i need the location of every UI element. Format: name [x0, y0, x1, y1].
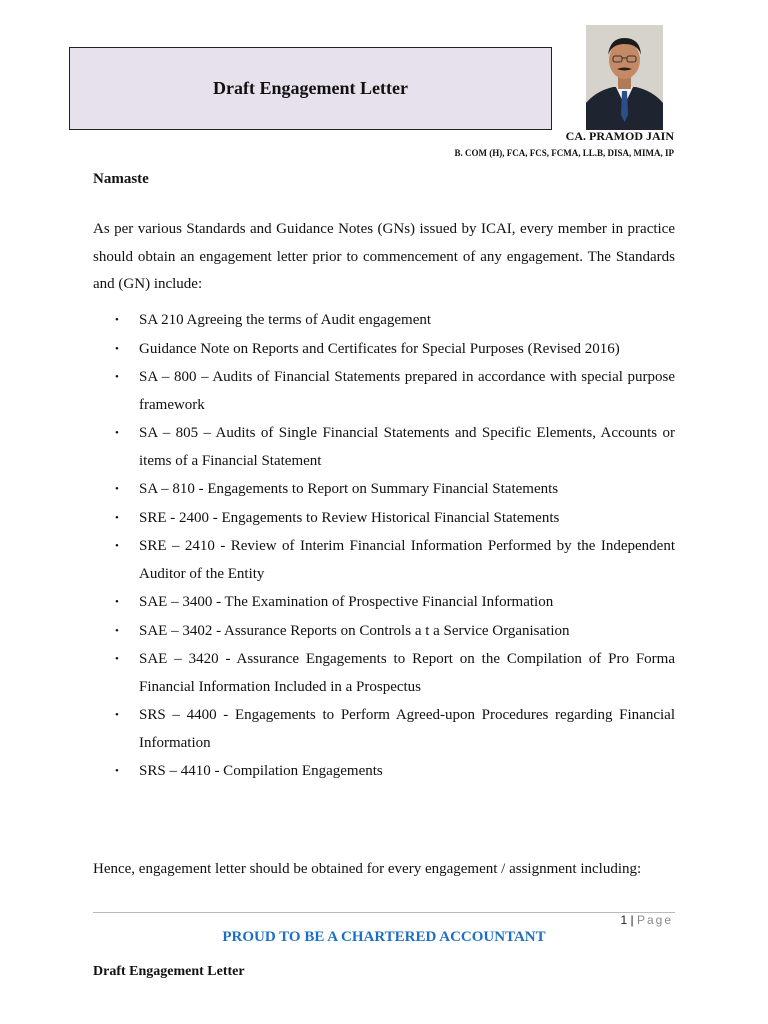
- list-item-text: SA – 800 – Audits of Financial Statements prepared in accordance with special purpose framework: [139, 369, 675, 413]
- list-item: [93, 420, 675, 475]
- bullet-icon: •: [115, 511, 119, 524]
- document-title: Draft Engagement Letter: [213, 78, 408, 98]
- list-item-text: SA – 810 - Engagements to Report on Summary Financial Statements: [139, 481, 559, 497]
- list-item: [93, 533, 675, 588]
- list-item-text: SRS – 4400 - Engagements to Perform Agreed-upon Procedures regarding Financial Information: [139, 707, 675, 751]
- list-item: [93, 589, 675, 617]
- title-box: [69, 47, 552, 130]
- footer-divider: [93, 912, 675, 913]
- list-item-text: SRE – 2410 - Review of Interim Financial Information Performed by the Independent Auditor of the Entity: [139, 538, 675, 582]
- list-item-text: SAE – 3402 - Assurance Reports on Controls a t a Service Organisation: [139, 622, 570, 639]
- bullet-icon: •: [115, 596, 119, 608]
- bullet-icon: •: [115, 342, 119, 355]
- list-item-text: SA 210 Agreeing the terms of Audit engagement: [139, 312, 432, 328]
- list-item: [93, 476, 675, 504]
- list-item-text: SAE – 3420 - Assurance Engagements to Report on the Compilation of Pro Forma Financial Information Included in a Prospectus: [139, 651, 675, 695]
- greeting: Namaste: [93, 171, 149, 187]
- list-item: [93, 307, 675, 335]
- next-page-header: Draft Engagement Letter: [93, 964, 245, 979]
- list-item-text: SA – 805 – Audits of Single Financial Statements and Specific Elements, Accounts or items of a Financial Statement: [139, 425, 675, 469]
- bullet-icon: •: [115, 427, 119, 439]
- author-qualifications: B. COM (H), FCA, FCS, FCMA, LL.B, DISA, MIMA, IP: [454, 148, 674, 158]
- author-name: CA. PRAMOD JAIN: [565, 129, 674, 143]
- bullet-icon: •: [115, 483, 119, 495]
- list-item: [93, 618, 675, 646]
- page-number: [620, 913, 673, 927]
- list-item: [93, 364, 675, 419]
- list-item-text: Guidance Note on Reports and Certificates for Special Purposes (Revised 2016): [139, 340, 620, 357]
- author-photo: [586, 25, 663, 130]
- bullet-icon: •: [115, 765, 119, 777]
- bullet-icon: •: [115, 314, 119, 326]
- list-item: [93, 336, 675, 364]
- bullet-icon: •: [115, 540, 119, 552]
- intro-paragraph: As per various Standards and Guidance Notes (GNs) issued by ICAI, every member in practice should obtain an engagement letter prior to commencement of any engagement. The Standards and (GN) include:: [93, 221, 675, 292]
- bullet-icon: •: [115, 371, 119, 383]
- list-item: [93, 646, 675, 701]
- list-item-text: SAE – 3400 - The Examination of Prospective Financial Information: [139, 594, 554, 610]
- bullet-icon: •: [115, 653, 119, 665]
- list-item: [93, 702, 675, 757]
- standards-list: [93, 307, 675, 787]
- page-label: Page: [636, 913, 673, 927]
- author-portrait-image: [586, 25, 663, 130]
- closing-paragraph: Hence, engagement letter should be obtained for every engagement / assignment including:: [93, 861, 642, 877]
- page-number-value: 1: [620, 913, 628, 927]
- list-item-text: SRS – 4410 - Compilation Engagements: [139, 763, 383, 779]
- list-item: [93, 505, 675, 533]
- page-number-separator: |: [630, 913, 634, 927]
- footer-tagline: PROUD TO BE A CHARTERED ACCOUNTANT: [222, 929, 546, 945]
- bullet-icon: •: [115, 709, 119, 721]
- bullet-icon: •: [115, 624, 119, 637]
- list-item-text: SRE - 2400 - Engagements to Review Historical Financial Statements: [139, 509, 560, 526]
- list-item: [93, 758, 675, 786]
